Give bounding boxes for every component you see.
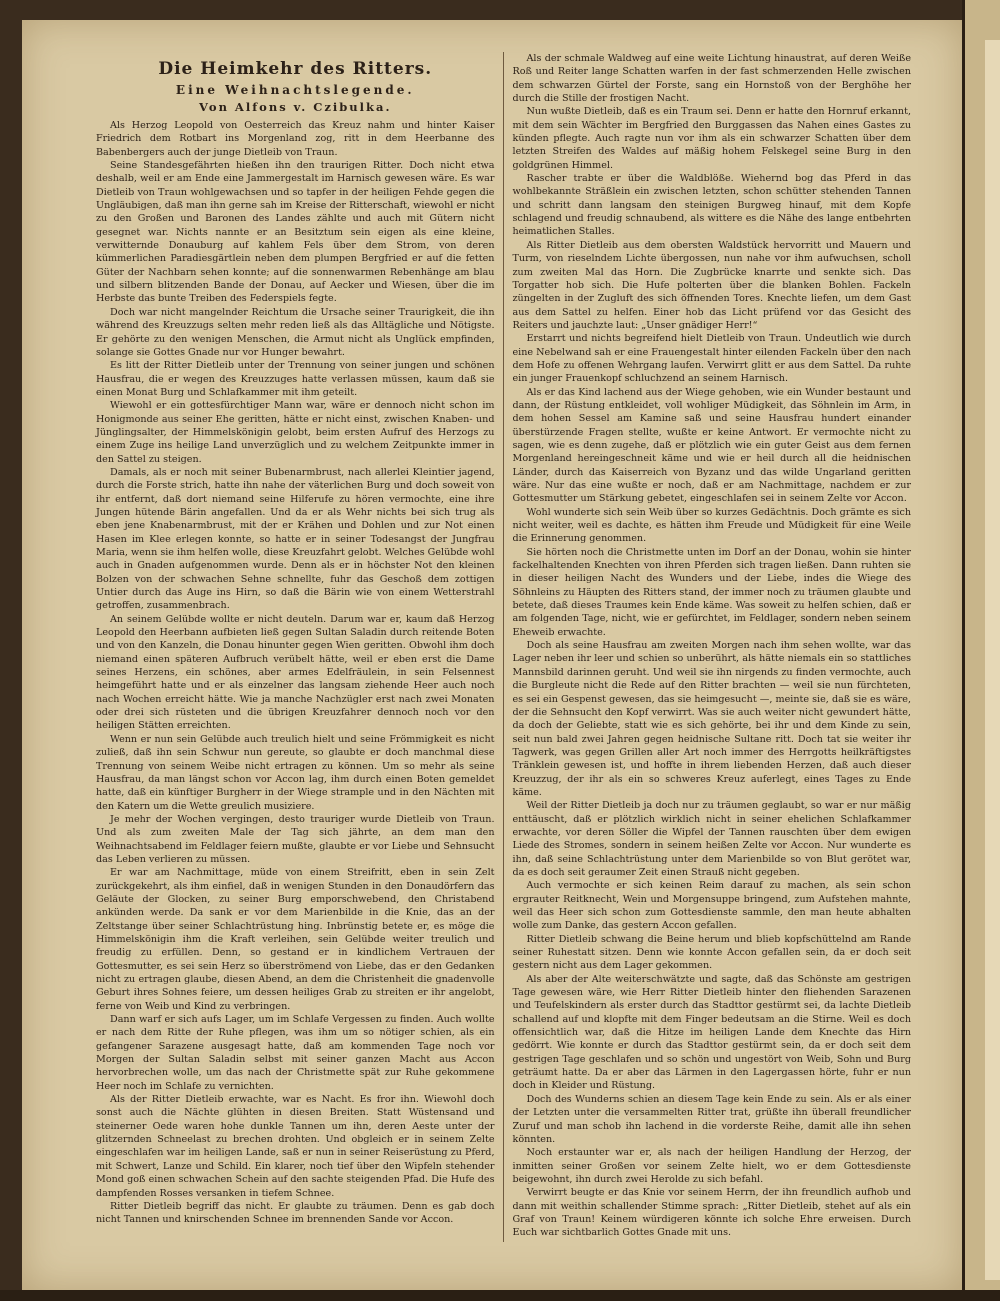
- article-paragraph: Rascher trabte er über die Waldblöße. Wiehernd bog das Pferd in das wohlbekannte Sträßlein ein zwischen letzten, schon schütter stehenden Tannen und schritt dann langsam den steinigen Burgweg hinauf, mit dem Kopfe schlagend und freudig schnaubend, als wittere es die Nähe des lange entbehrten heimatlichen Stalles.: [512, 173, 911, 238]
- article-paragraph: Dann warf er sich aufs Lager, um im Schlafe Vergessen zu finden. Auch wollte er nach dem Ritte der Ruhe pflegen, was ihm um so nötiger schien, als ein gefangener Sarazene ausgesagt hatte, daß am kommenden Tage noch vor Morgen der Sultan Saladin selbst mit seiner ganzen Macht aus Accon hervorbrechen wolle, um das nach der Christmette spät zur Ruhe gekommene Heer noch im Schlafe zu vernichten.: [96, 1014, 495, 1092]
- article-paragraph: Weil der Ritter Dietleib ja doch nur zu träumen geglaubt, so war er nur mäßig enttäuscht, daß er plötzlich wirklich nicht in seiner ehelichen Schlafkammer erwachte, vor deren Söller die Wipfel der Tannen rauschten über dem ewigen Liede des Stromes, sondern in seinem heißen Zelte vor Accon. Nur wunderte es ihn, daß seine Schlachtrüstung unter dem Marienbilde so von Blut gerötet war, da es doch seit geraumer Zeit einen Strauß nicht gegeben.: [512, 800, 911, 878]
- article-paragraph: Als der schmale Waldweg auf eine weite Lichtung hinaustrat, auf deren Weiße Roß und Reiter lange Schatten warfen in der fast schmerzenden Helle zwischen dem schwarzen Gürtel der Forste, sang ein Hornstoß von der Berghöhe her durch die Stille der frostigen Nacht.: [512, 53, 911, 105]
- article-paragraph: Verwirrt beugte er das Knie vor seinem Herrn, der ihn freundlich aufhob und dann mit weithin schallender Stimme sprach: „Ritter Dietleib, stehet auf als ein Graf von Traun! Keinem würdigeren könnte ich solche Ehre erweisen. Durch Euch war sichtbarlich Gottes Gnade mit uns.: [512, 1187, 911, 1239]
- article-paragraph: Als Ritter Dietleib aus dem obersten Waldstück hervorritt und Mauern und Turm, von rieselndem Lichte übergossen, nun nahe vor ihm aufwuchsen, scholl zum zweiten Mal das Horn. Die Zugbrücke knarrte und senkte sich. Das Torgatter hob sich. Die Hufe polterten über die blanken Bohlen. Fackeln züngelten in der Zugluft des sich öffnenden Tores. Knechte liefen, um dem Gast aus dem Sattel zu helfen. Einer hob das Licht prüfend vor das Gesicht des Reiters und jauchzte laut: „Unser gnädiger Herr!“: [512, 239, 911, 331]
- article-author: Von Alfons v. Czibulka.: [199, 100, 392, 114]
- article-paragraph: Doch war nicht mangelnder Reichtum die Ursache seiner Traurigkeit, die ihn während des Kreuzzugs selten mehr reden ließ als das Alltägliche und Nötigste. Er gehörte zu den wenigen Menschen, die Armut nicht als Unglück empfinden, solange sie Gottes Gnade nur vor Hunger bewahrt.: [96, 306, 495, 358]
- article-paragraph: Doch des Wunderns schien an diesem Tage kein Ende zu sein. Als er als einer der Letzten unter die versammelten Ritter trat, grüßte ihn überall freundlicher Zuruf und man schob ihn lachend in die vorderste Reihe, damit alle ihn sehen könnten.: [512, 1093, 911, 1145]
- article-paragraph: Damals, als er noch mit seiner Bubenarmbrust, nach allerlei Kleintier jagend, durch die Forste strich, hatte ihn nahe der väterlichen Burg und doch soweit von ihr entfernt, daß dort niemand seine Hilferufe zu hören vermochte, eine ihre Jungen hütende Bärin angefallen. Und da er als Wehr nichts bei sich trug als eben jene Knabenarmbrust, mit der er Krähen und Dohlen und zur Not einen Hasen im Klee erlegen konnte, so hatte er in seiner Todesangst der Jungfrau Maria, wenn sie ihm helfen wolle, diese Kreuzfahrt gelobt. Welches Gelübde wohl auch in Gnaden aufgenommen wurde. Denn als er in höchster Not den kleinen Bolzen von der schwachen Sehne schnellte, fuhr das Geschoß dem zottigen Untier durch das Auge ins Hirn, so daß die Bärin wie von einem Wetterstrahl getroffen, zusammenbrach.: [96, 466, 495, 612]
- article-paragraph: Als er das Kind lachend aus der Wiege gehoben, wie ein Wunder bestaunt und dann, der Rüstung entkleidet, voll wohliger Müdigkeit, das Söhnlein im Arm, in dem hohen Sessel am Kamine saß und seine Hausfrau hundert einander überstürzende Fragen stellte, wußte er keine Antwort. Er vermochte nicht zu sagen, wie es denn zugehe, daß er plötzlich wie ein guter Geist aus dem fernen Morgenland hereingeschneit käme und wie er heil durch all die heidnischen Länder, durch das Kaiserreich von Byzanz und das wilde Ungarland geritten wäre. Nur das eine wußte er noch, daß er am Nachmittage, nachdem er zur Gottesmutter um Stärkung gebetet, eingeschlafen sei in seinem Zelte vor Accon.: [512, 386, 911, 505]
- article: [96, 52, 911, 1242]
- scan-bottom-edge: [0, 1290, 1000, 1301]
- article-paragraph: Nun wußte Dietleib, daß es ein Traum sei. Denn er hatte den Hornruf erkannt, mit dem sein Wächter im Bergfried den Burggassen das Nahen eines Gastes zu künden pflegte. Auch ragte nun vor ihm als ein schwarzer Schatten über dem letzten Streifen des Waldes auf mäßig hohem Felskegel seine Burg in den goldgrünen Himmel.: [512, 106, 911, 171]
- article-paragraph: Als Herzog Leopold von Oesterreich das Kreuz nahm und hinter Kaiser Friedrich dem Rotbart ins Morgenland zog, ritt in dem Heerbanne des Babenbergers auch der junge Dietleib von Traun.: [96, 120, 495, 158]
- article-paragraph: Je mehr der Wochen vergingen, desto trauriger wurde Dietleib von Traun. Und als zum zweiten Male der Tag sich jährte, an dem man den Weihnachtsabend im Feldlager feiern mußte, glaubte er vor Liebe und Sehnsucht das Leben verlieren zu müssen.: [96, 813, 495, 865]
- article-paragraph: Wiewohl er ein gottesfürchtiger Mann war, wäre er dennoch nicht schon im Honigmonde aus seiner Ehe geritten, hätte er nicht einst, zwischen Knaben- und Jünglingsalter, der Himmelskönigin gelobt, beim ersten Aufruf des Herzogs zu einem Zuge ins heilige Land unverzüglich und zu welchem Zeitpunkte immer in den Sattel zu steigen.: [96, 400, 495, 465]
- article-paragraph: Doch als seine Hausfrau am zweiten Morgen nach ihm sehen wollte, war das Lager neben ihr leer und schien so unberührt, als hätte niemals ein so stattliches Mannsbild darinnen geruht. Und weil sie ihn nirgends zu finden vermochte, auch die Burgleute nicht die Rede auf den Ritter brachten — weil sie nun fürchteten, es sei ein Gespenst gewesen, das sie heimgesucht —, meinte sie, daß sie es wäre, der die Sehnsucht den Kopf verwirrt. Was sie auch weiter nicht gewundert hätte, da doch der Geliebte, statt wie es sich gehörte, bei ihr und dem Kinde zu sein, seit nun bald zwei Jahren gegen heidnische Sultane ritt. Doch tat sie weiter ihr Tagwerk, was gegen Grillen aller Art noch immer des Herrgotts heilkräftigstes Tränklein gewesen ist, und hoffte in ihrem liebenden Herzen, daß auch dieser Kreuzzug, der ihr als ein so schweres Kreuz auferlegt, eines Tages zu Ende käme.: [512, 640, 911, 798]
- article-paragraph: Als aber der Alte weiterschwätzte und sagte, daß das Schönste am gestrigen Tage gewesen wäre, wie Herr Ritter Dietleib hinter den fliehenden Sarazenen und Teufelskindern als erster durch das Stadttor gestürmt sei, da lachte Dietleib schallend auf und klopfte mit dem Finger bedeutsam an die Stirne. Weil es doch offensichtlich war, daß die Hitze im heiligen Lande dem Knechte das Hirn gedörrt. Wie konnte er durch das Stadttor gestürmt sein, da er doch seit dem gestrigen Tage geschlafen und so schön und ungestört von Weib, Sohn und Burg geträumt hatte. Da er aber das Lärmen in den Lagergassen hörte, fuhr er nun doch in Kleider und Rüstung.: [512, 973, 911, 1092]
- article-title: Die Heimkehr des Ritters.: [158, 59, 433, 79]
- article-paragraph: Als der Ritter Dietleib erwachte, war es Nacht. Es fror ihn. Wiewohl doch sonst auch die Nächte glühten in diesen Breiten. Statt Wüstensand und steinerner Oede waren hohe dunkle Tannen um ihn, deren Aeste unter der glitzernden Schneelast zu brechen drohten. Und obgleich er in seinem Zelte eingeschlafen war im heiligen Lande, saß er nun in seiner Reiserüstung zu Pferd, mit Schwert, Lanze und Schild. Ein klarer, noch tief über den Wipfeln stehender Mond goß einen schwachen Schein auf den sachte steigenden Pfad. Die Hufe des dampfenden Rosses versanken in tiefem Schnee.: [96, 1094, 495, 1199]
- article-paragraph: Auch vermochte er sich keinen Reim darauf zu machen, als sein schon ergrauter Reitknecht, Wein und Morgensuppe bringend, zum Aufstehen mahnte, weil das Heer sich schon zum Gottesdienste sammle, den man heute abhalten wolle zum Danke, das gestern Accon gefallen.: [512, 880, 911, 932]
- article-paragraph: An seinem Gelübde wollte er nicht deuteln. Darum war er, kaum daß Herzog Leopold den Heerbann aufbieten ließ gegen Sultan Saladin durch reitende Boten und von den Kanzeln, die Donau hinunter gegen Wien geritten. Obwohl ihm doch niemand einen späteren Aufbruch verübelt hätte, weil er eben erst die Dame seines Herzens, ein schönes, aber armes Edelfräulein, in sein Felsennest heimgeführt hatte und er als einzelner das langsam ziehende Heer auch noch nach Wochen erreicht hätte. Wie ja manche Nachzügler erst nach zwei Monaten oder drei sich rüsteten und die übrigen Kreuzfahrer dennoch noch vor den heiligen Stätten erreichten.: [96, 613, 495, 732]
- article-paragraph: Wohl wunderte sich sein Weib über so kurzes Gedächtnis. Doch grämte es sich nicht weiter, weil es dachte, es hätten ihm Freude und Müdigkeit für eine Weile die Erinnerung genommen.: [512, 506, 911, 545]
- article-paragraph: Ritter Dietleib begriff das nicht. Er glaubte zu träumen. Denn es gab doch nicht Tannen und knirschenden Schnee im brennenden Sande vor Accon.: [96, 1200, 495, 1226]
- article-paragraph: Ritter Dietleib schwang die Beine herum und blieb kopfschüttelnd am Rande seiner Ruhestatt sitzen. Denn wie konnte Accon gefallen sein, da er doch seit gestern nicht aus dem Lager gekommen.: [512, 933, 911, 972]
- article-paragraph: Sie hörten noch die Christmette unten im Dorf an der Donau, wohin sie hinter fackelhaltenden Knechten von ihren Pferden sich tragen ließen. Dann ruhten sie in dieser heiligen Nacht des Wunders und der Liebe, indes die Wiege des Söhnleins zu Häupten des Ritters stand, der immer noch zu träumen glaubte und betete, daß dieses Traumes kein Ende käme. Was soweit zu helfen schien, daß er am folgenden Tage, nicht, wie er gefürchtet, im Feldlager, sondern neben seinem Eheweib erwachte.: [512, 546, 911, 638]
- adjacent-page-edge: [985, 40, 1000, 1280]
- article-subtitle: Eine Weihnachtslegende.: [175, 83, 415, 97]
- article-paragraph: Es litt der Ritter Dietleib unter der Trennung von seiner jungen und schönen Hausfrau, die er wegen des Kreuzzuges hatte verlassen müssen, kaum daß sie einen Monat Burg und Schlafkammer mit ihm geteilt.: [96, 360, 495, 398]
- article-paragraph: Erstarrt und nichts begreifend hielt Dietleib von Traun. Undeutlich wie durch eine Nebelwand sah er eine Frauengestalt hinter eilenden Fackeln über den nach dem Hofe zu offenen Wehrgang laufen. Verwirrt glitt er aus dem Sattel. Da ruhte ein junger Frauenkopf schluchzend an seinem Harnisch.: [512, 333, 911, 385]
- article-paragraph: Noch erstaunter war er, als nach der heiligen Handlung der Herzog, der inmitten seiner Großen vor seinem Zelte hielt, wo er dem Gottesdienste beigewohnt, ihn durch zwei Herolde zu sich befahl.: [512, 1147, 911, 1185]
- article-paragraph: Wenn er nun sein Gelübde auch treulich hielt und seine Frömmigkeit es nicht zuließ, daß ihn sein Schwur nun gereute, so glaubte er doch manchmal diese Trennung von seinem Weibe nicht ertragen zu können. Um so mehr als seine Hausfrau, da man längst schon vor Accon lag, ihm durch einen Boten gemeldet hatte, daß ein künftiger Burgherr in der Wiege strample und in den Nächten mit den Katern um die Wette greulich musiziere.: [96, 733, 495, 812]
- article-paragraph: Er war am Nachmittage, müde von einem Streifritt, eben in sein Zelt zurückgekehrt, als ihm einfiel, daß in wenigen Stunden in den Donaudörfern das Geläute der Glocken, zu seiner Burg emporschwebend, den Christabend ankünden werde. Da sank er vor dem Marienbilde in die Knie, das an der Zeltstange über seiner Schlachtrüstung hing. Inbrünstig betete er, es möge die Himmelskönigin ihm die Kraft verleihen, sein Gelübde weiter treulich und freudig zu erfüllen. Denn, so gestand er in kindlichem Vertrauen der Gottesmutter, es sei sein Herz so überströmend von Liebe, das er den Gedanken nicht zu ertragen glaube, diesen Abend, an dem die Christenheit die gnadenvolle Geburt ihres Sohnes feiere, um dessen heiliges Grab zu streiten er ihr angelobt, ferne von Weib und Kind zu verbringen.: [96, 867, 495, 1012]
- article-paragraph: Seine Standesgefährten hießen ihn den traurigen Ritter. Doch nicht etwa deshalb, weil er am Ende eine Jammergestalt im Harnisch gewesen wäre. Es war Dietleib von Traun wohlgewachsen und so tapfer in der heiligen Fehde gegen die Ungläubigen, daß man ihn gerne sah im Kreise der Ritterschaft, wiewohl er nicht zu den Großen und Baronen des Landes zählte und auch mit Gütern nicht gesegnet war. Nichts nannte er an Besitztum sein eigen als eine kleine, verwitternde Donauburg auf kahlem Fels über dem Strom, von deren kümmerlichen Paradiesgärtlein neben dem plumpen Bergfried er auf die fetten Güter der Nachbarn sehen konnte; auf die sonnenwarmen Rebenhänge am blau und silbern blitzenden Bande der Donau, auf Aecker und Wiesen, über die im Herbste das bunte Treiben des Federspiels fegte.: [96, 160, 495, 305]
